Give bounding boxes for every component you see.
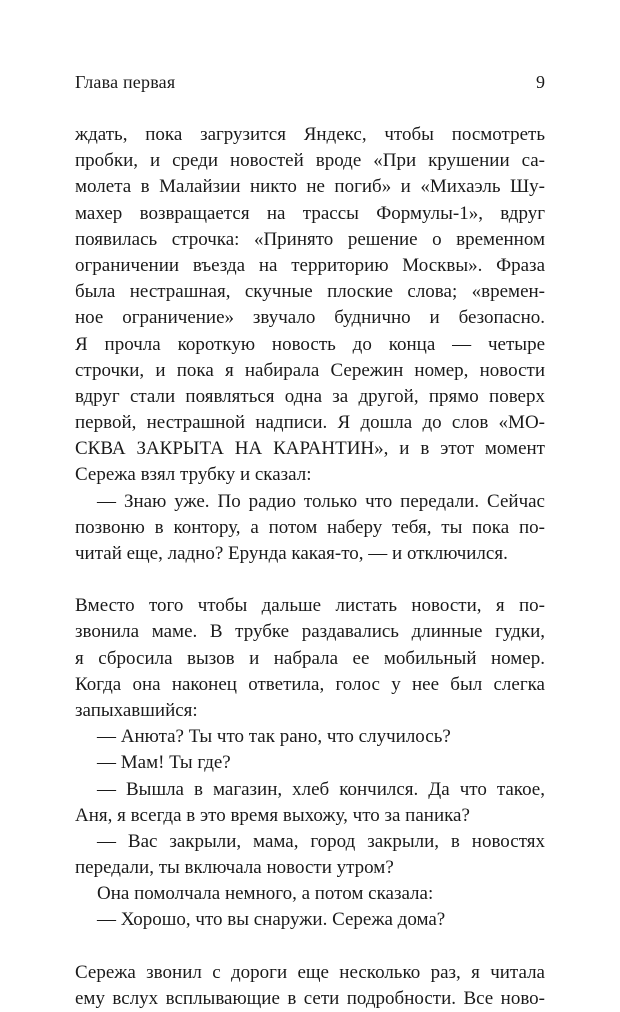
section-break <box>75 567 545 593</box>
text-line: Сережа звонил с дороги еще несколько раз, я читала <box>75 961 545 983</box>
text-line: появилась строчка: «Принято решение о временном <box>75 228 545 250</box>
paragraph <box>75 907 545 933</box>
text-line: молета в Малайзии никто не погиб» и «Михаэль Шу- <box>75 176 545 198</box>
text-line: ограничении въезда на территорию Москвы». Фраза <box>75 254 545 276</box>
text-line: ное ограничение» звучало буднично и безопасно. <box>75 307 545 329</box>
text-line: читай еще, ладно? Ерунда какая-то, — и отключился. <box>75 543 508 564</box>
text-line: СКВА ЗАКРЫТА НА КАРАНТИН», и в этот момент <box>75 438 545 460</box>
text-line: Она помолчала немного, а потом сказала: <box>97 883 434 905</box>
text-line: звонила маме. В трубке раздавались длинные гудки, <box>75 621 545 643</box>
text-line: — Анюта? Ты что так рано, что случилось? <box>97 726 451 748</box>
text-line: — Мам! Ты где? <box>97 752 231 774</box>
body-text <box>75 122 545 1012</box>
text-line: была нестрашная, скучные плоские слова; «времен- <box>75 281 545 303</box>
paragraph <box>75 881 545 907</box>
text-line: Когда она наконец ответила, голос у нее был слегка <box>75 673 545 695</box>
text-line: запыхавшийся: <box>75 699 198 721</box>
paragraph <box>75 593 545 724</box>
text-line: первой, нестрашной надписи. Я дошла до слов «МО- <box>75 412 545 434</box>
section-break <box>75 934 545 960</box>
paragraph <box>75 960 545 1012</box>
running-head <box>75 70 545 94</box>
text-line: ему вслух всплывающие в сети подробности. Все ново- <box>75 987 545 1009</box>
paragraph <box>75 724 545 750</box>
paragraph <box>75 777 545 829</box>
text-line: Аня, я всегда в это время выхожу, что за паника? <box>75 804 470 826</box>
text-line: — Вышла в магазин, хлеб кончился. Да что такое, <box>97 778 545 800</box>
text-line: — Хорошо, что вы снаружи. Сережа дома? <box>97 909 446 931</box>
text-line: Сережа взял трубку и сказал: <box>75 464 312 486</box>
text-line: махер возвращается на трассы Формулы-1», вдруг <box>75 202 545 224</box>
paragraph <box>75 829 545 881</box>
paragraph <box>75 750 545 776</box>
text-line: — Вас закрыли, мама, город закрыли, в новостях <box>97 830 545 852</box>
text-line: вдруг стали появляться одна за другой, прямо поверх <box>75 385 545 407</box>
text-line: Я прочла короткую новость до конца — четыре <box>75 333 545 355</box>
chapter-title: Глава первая <box>75 72 176 92</box>
page-number: 9 <box>536 72 545 92</box>
text-line: — Знаю уже. По радио только что передали. Сейчас <box>97 490 545 512</box>
text-line: позвоню в контору, а потом наберу тебя, ты пока по- <box>75 516 545 538</box>
paragraph <box>75 489 545 568</box>
text-line: строчки, и пока я набирала Сережин номер, новости <box>75 359 545 381</box>
text-line: пробки, и среди новостей вроде «При крушении са- <box>75 150 545 172</box>
text-line: передали, ты включала новости утром? <box>75 857 394 879</box>
paragraph <box>75 122 545 489</box>
text-line: Вместо того чтобы дальше листать новости, я по- <box>75 595 545 617</box>
text-line: я сбросила вызов и набрала ее мобильный номер. <box>75 647 545 669</box>
text-line: ждать, пока загрузится Яндекс, чтобы посмотреть <box>75 124 545 145</box>
